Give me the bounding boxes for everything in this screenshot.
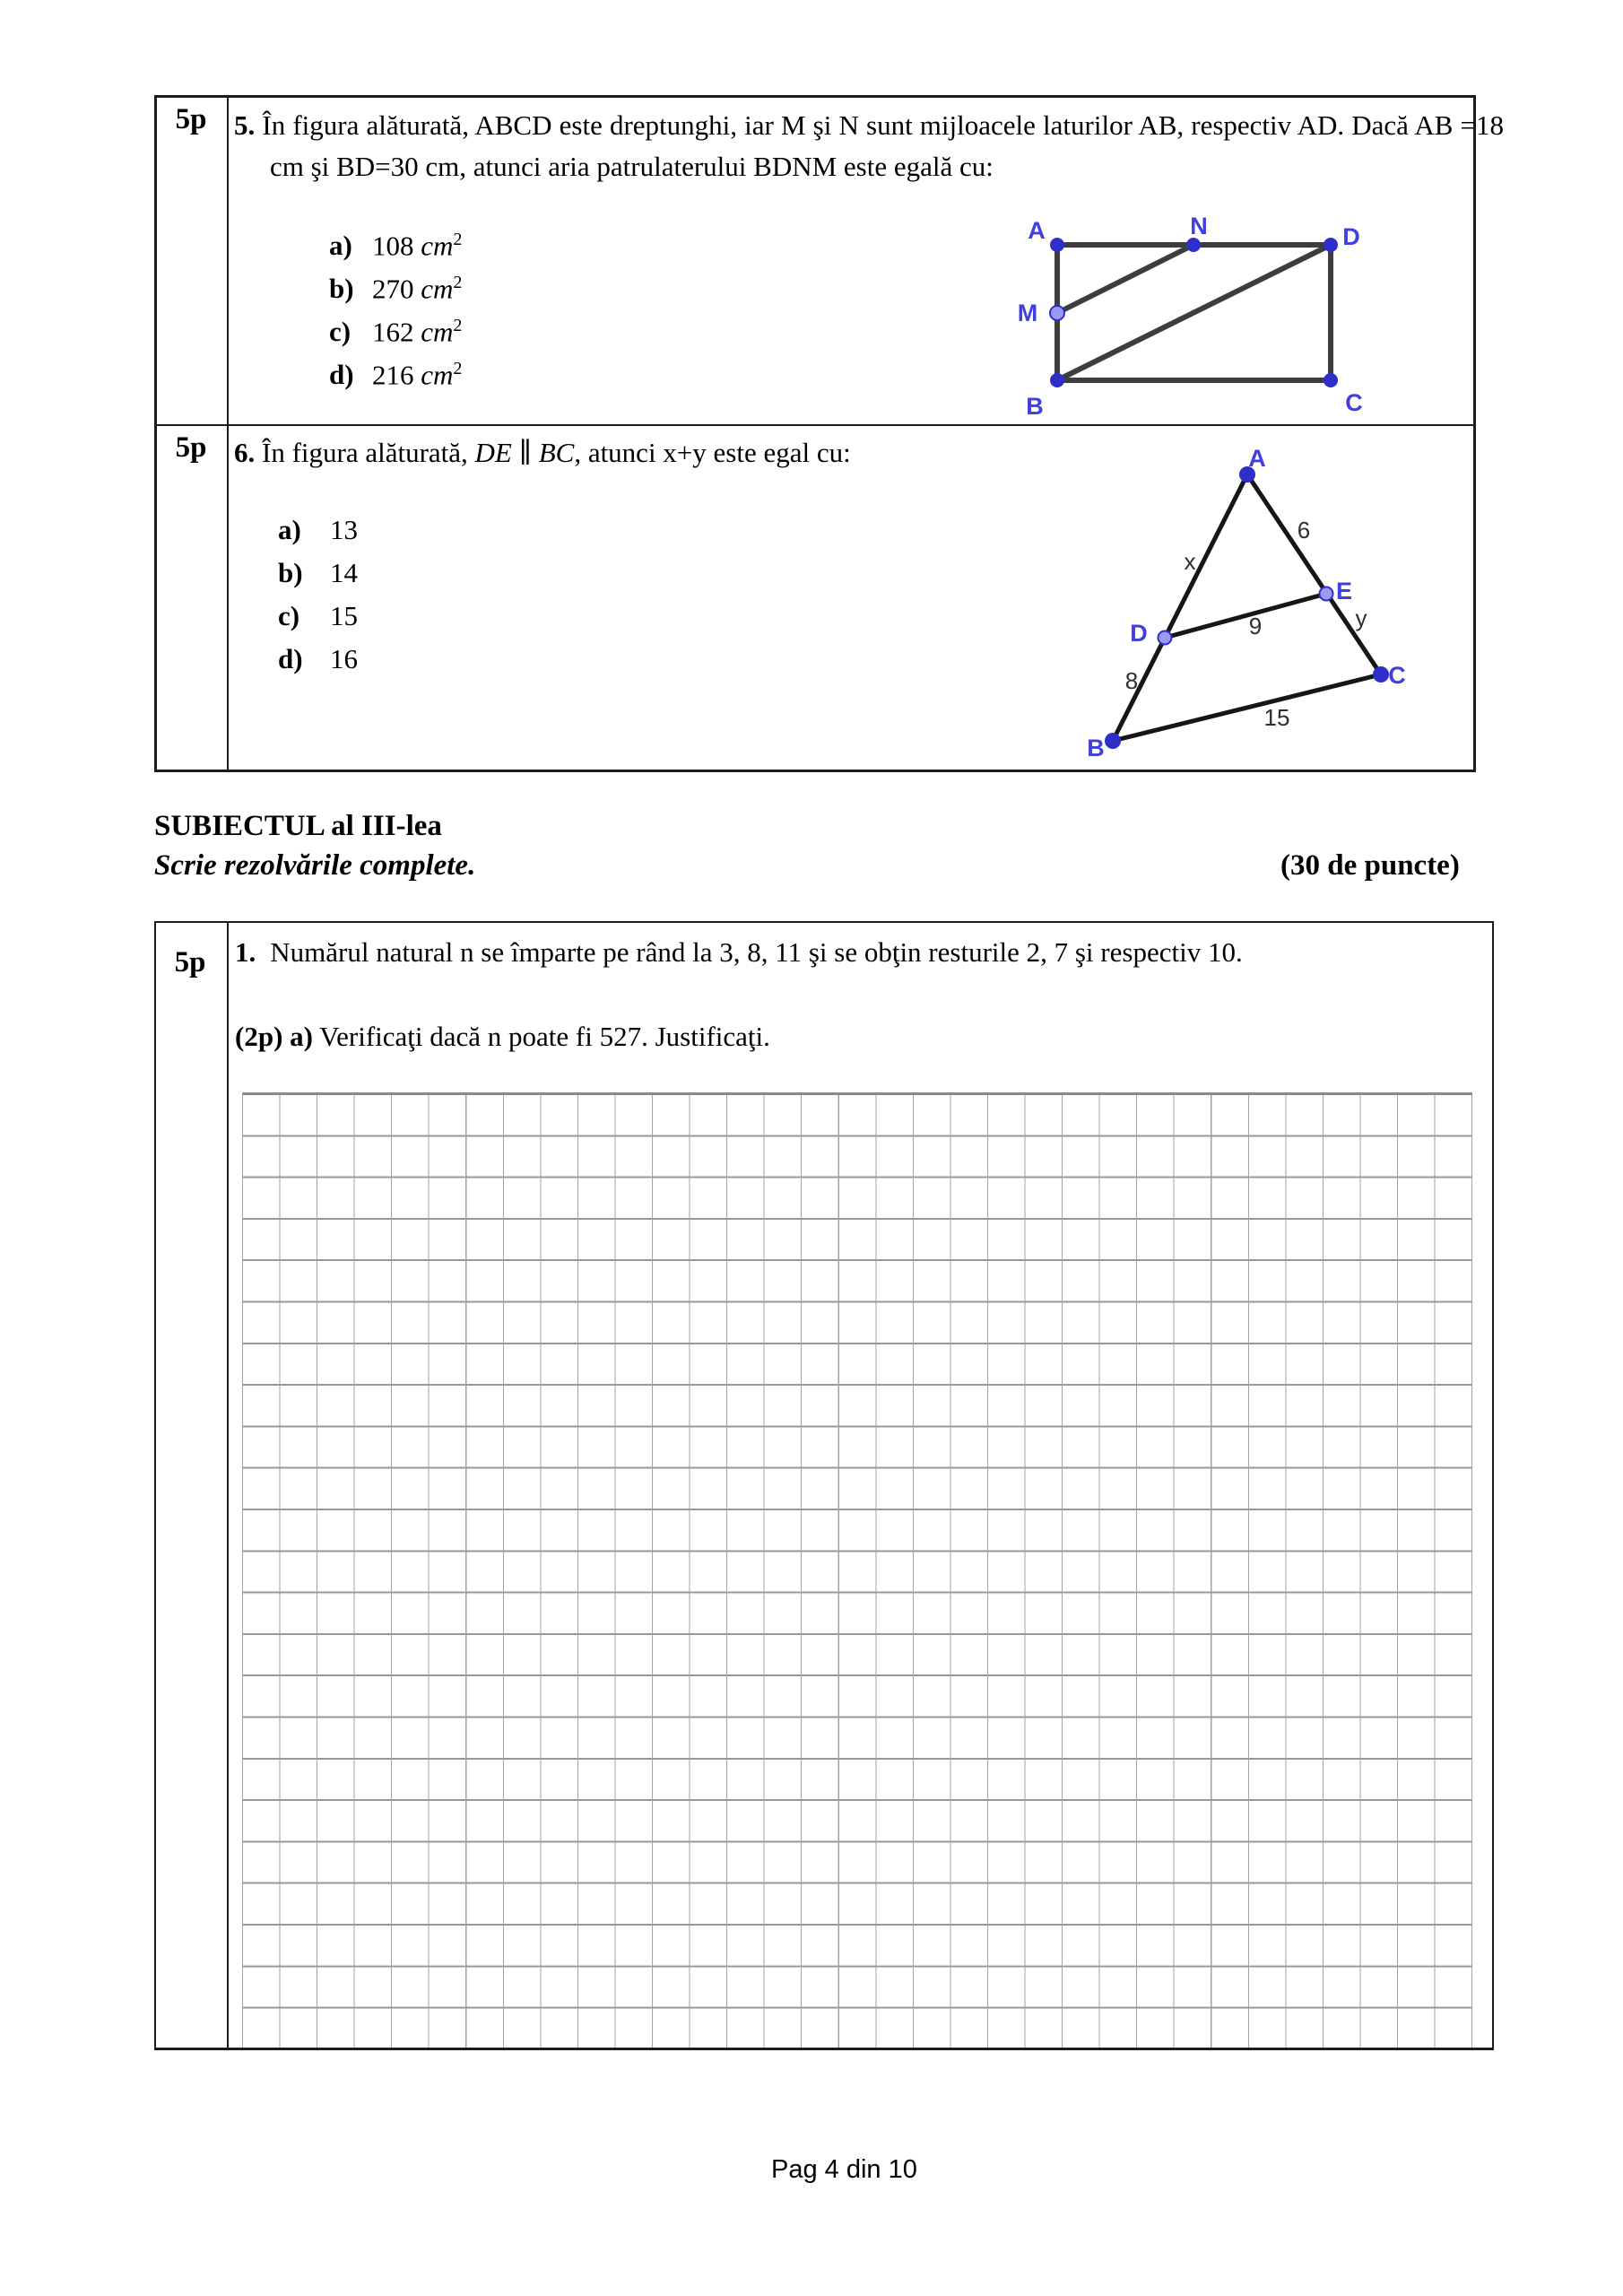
measure-DB: 8 — [1124, 667, 1139, 694]
option-label: c) — [329, 316, 352, 348]
points-column-divider — [227, 98, 229, 770]
q5-option-c — [329, 316, 462, 348]
option-value: 216 — [372, 359, 414, 391]
triangle-edges — [1113, 474, 1381, 741]
q5-number: 5. — [234, 109, 256, 141]
page-number: Pag 4 din 10 — [771, 2155, 917, 2184]
q6-number: 6. — [234, 437, 256, 468]
point-C — [1324, 373, 1338, 387]
option-exponent: 2 — [453, 273, 463, 292]
point-D — [1159, 631, 1172, 645]
q5-option-a — [329, 230, 462, 262]
option-unit: cm — [421, 316, 454, 348]
q6-option-b — [278, 557, 358, 589]
label-C: C — [1345, 389, 1363, 416]
q5-option-d — [329, 359, 462, 391]
measure-DE: 9 — [1248, 613, 1263, 639]
measure-BC: 15 — [1263, 704, 1290, 731]
label-E: E — [1335, 578, 1353, 604]
q6-points-label: 5p — [175, 431, 207, 464]
measure-EC: y — [1355, 604, 1367, 631]
points-column-divider — [227, 923, 229, 2048]
p1-subquestion-a — [235, 1016, 1428, 1057]
q6-text-before: În figura alăturată, — [262, 437, 475, 468]
label-B: B — [1026, 393, 1044, 420]
option-label: d) — [278, 643, 303, 674]
point-A — [1050, 238, 1064, 252]
q6-text-after: , atunci x+y este egal cu: — [574, 437, 851, 468]
rectangle-edges — [1057, 245, 1331, 380]
side-AC — [1247, 474, 1381, 674]
questions-table — [154, 95, 1505, 772]
q6-option-a — [278, 514, 358, 546]
option-value: 15 — [330, 600, 358, 631]
measure-AD: x — [1184, 548, 1196, 575]
point-D — [1324, 238, 1338, 252]
q6-option-c — [278, 600, 358, 632]
option-value: 270 — [372, 273, 414, 305]
segment-DE — [1165, 594, 1326, 638]
q5-option-b — [329, 273, 462, 305]
triangle-measure-labels — [1125, 517, 1367, 731]
option-label: a) — [278, 514, 301, 545]
option-exponent: 2 — [453, 230, 463, 249]
option-unit: cm — [421, 273, 454, 305]
point-M — [1050, 306, 1064, 320]
q5-points-label: 5p — [175, 103, 207, 135]
section3-subtitle: Scrie rezolvările complete. — [154, 849, 476, 882]
option-value: 108 — [372, 230, 414, 262]
point-N — [1186, 238, 1201, 252]
segment-MN — [1057, 245, 1193, 313]
option-label: b) — [278, 557, 303, 588]
triangle-point-labels — [1087, 445, 1406, 761]
diagonal-BD — [1057, 245, 1331, 380]
p1-text: Numărul natural n se împarte pe rând la 3, 8, 11 şi se obţin resturile 2, 7 şi respectiv 10. — [270, 936, 1243, 968]
point-C — [1373, 666, 1389, 683]
label-M: M — [1017, 300, 1038, 326]
answer-grid — [242, 1092, 1472, 2048]
p1-number: 1. — [235, 936, 256, 968]
point-B — [1050, 373, 1064, 387]
option-exponent: 2 — [453, 359, 463, 378]
measure-AE: 6 — [1297, 517, 1311, 544]
q5-rectangle-figure — [1004, 200, 1399, 424]
option-unit: cm — [421, 230, 454, 262]
q6-math: DE ∥ BC — [474, 437, 575, 468]
label-D: D — [1130, 620, 1148, 647]
option-unit: cm — [421, 359, 454, 391]
side-AB — [1113, 474, 1247, 741]
p1-sub-text: Verificaţi dacă n poate fi 527. Justificaţi. — [319, 1021, 770, 1052]
option-value: 16 — [330, 643, 358, 674]
q6-statement — [234, 432, 1131, 474]
label-C: C — [1388, 662, 1406, 689]
problem1-table — [154, 921, 1494, 2050]
label-A: A — [1028, 217, 1046, 244]
option-value: 14 — [330, 557, 358, 588]
option-label: a) — [329, 230, 352, 262]
label-D: D — [1342, 223, 1360, 250]
row-divider — [157, 424, 1473, 426]
option-label: b) — [329, 273, 354, 305]
p1-sub-label: (2p) a) — [235, 1021, 313, 1052]
q6-triangle-figure — [1081, 438, 1439, 778]
section3-points-note: (30 de puncte) — [1280, 849, 1460, 882]
option-exponent: 2 — [453, 316, 463, 335]
p1-statement — [235, 932, 1428, 973]
q5-text: În figura alăturată, ABCD este dreptunghi, iar M şi N sunt mijloacele laturilor AB, respectiv AD. Dacă AB =18 cm şi BD=30 cm, atunci aria patrulaterului BDNM este egală cu: — [262, 109, 1505, 182]
q5-statement — [234, 105, 1504, 187]
label-A: A — [1248, 445, 1266, 472]
section3-title: SUBIECTUL al III-lea — [154, 810, 442, 842]
option-value: 162 — [372, 316, 414, 348]
label-N: N — [1190, 213, 1208, 239]
point-E — [1320, 587, 1333, 601]
side-BC — [1113, 674, 1381, 741]
label-B: B — [1087, 735, 1105, 761]
p1-points-label: 5p — [174, 946, 206, 978]
option-label: c) — [278, 600, 300, 631]
option-label: d) — [329, 359, 354, 391]
q6-option-d — [278, 643, 358, 675]
point-B — [1105, 733, 1121, 749]
option-value: 13 — [330, 514, 358, 545]
